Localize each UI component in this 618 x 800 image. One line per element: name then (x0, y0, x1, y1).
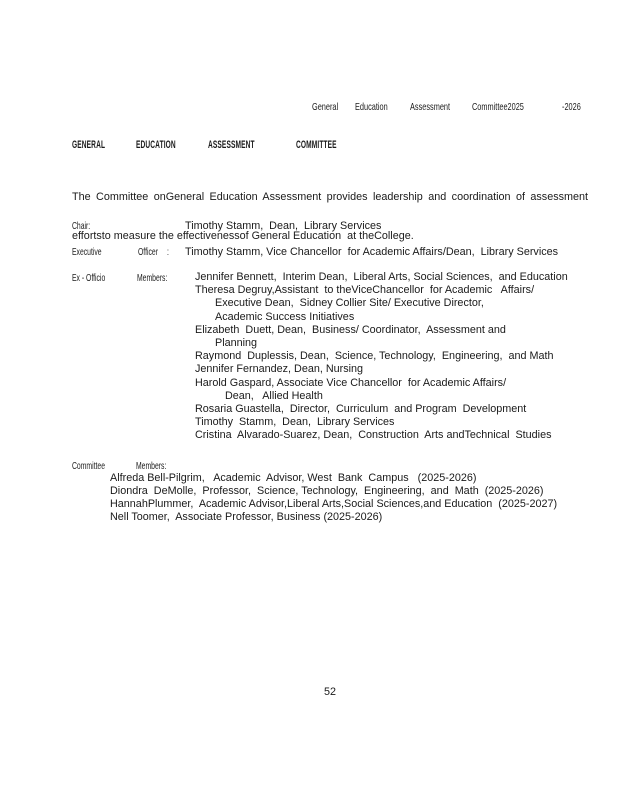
executive-officer-value: Timothy Stamm, Vice Chancellor for Academic Affairs/Dean, Library Services (185, 246, 559, 258)
running-header-word: -2026 (562, 101, 581, 113)
committee-member-line: Nell Toomer, Associate Professor, Business (2025-2026) (110, 511, 383, 523)
chair-value: Timothy Stamm, Dean, Library Services (185, 220, 382, 232)
ex-officio-line: Academic Success Initiatives (215, 310, 355, 323)
ex-officio-line: Executive Dean, Sidney Collier Site/ Executive Director, (215, 297, 484, 310)
ex-officio-line: Elizabeth Duett, Dean, Business/ Coordinator, Assessment and (195, 323, 506, 336)
intro-line: The Committee onGeneral Education Assessment provides leadership and coordination of assessment (72, 191, 588, 203)
ex-officio-line: Cristina Alvarado-Suarez, Dean, Construction Arts andTechnical Studies (195, 429, 552, 442)
committee-member-line: Diondra DeMolle, Professor, Science, Technology, Engineering, and Math (2025-2026) (110, 485, 544, 497)
ex-officio-label-word: Ex - Officio (72, 272, 106, 284)
committee-member-line: HannahPlummer, Academic Advisor,Liberal Arts,Social Sciences,and Education (2025-2027) (110, 498, 558, 510)
chair-label: Chair: (72, 220, 91, 232)
running-header-word: Education (355, 101, 388, 113)
page-title (0, 139, 618, 153)
running-header (0, 101, 618, 114)
ex-officio-line: Raymond Duplessis, Dean, Science, Technology, Engineering, and Math (195, 350, 554, 363)
page-number: 52 (323, 686, 336, 698)
chair-row (0, 220, 618, 233)
page-title-word: EDUCATION (136, 139, 176, 151)
ex-officio-label-word: Members: (137, 272, 168, 284)
committee-members-list (110, 472, 557, 524)
running-header-word: Committee2025 (472, 101, 524, 113)
executive-officer-label-word: : (167, 246, 169, 258)
committee-members-label-word: Members: (136, 460, 167, 472)
ex-officio-line: Jennifer Fernandez, Dean, Nursing (195, 363, 364, 376)
executive-officer-row (0, 246, 618, 259)
committee-member-line: Alfreda Bell-Pilgrim, Academic Advisor, West Bank Campus (2025-2026) (110, 472, 477, 484)
ex-officio-line: Rosaria Guastella, Director, Curriculum and Program Development (195, 403, 527, 416)
ex-officio-line: Planning (215, 337, 258, 350)
ex-officio-line: Timothy Stamm, Dean, Library Services (195, 416, 395, 429)
page-title-word: GENERAL (72, 139, 106, 151)
ex-officio-line: Dean, Allied Health (225, 389, 323, 402)
ex-officio-line: Theresa Degruy,Assistant to theViceChancellor for Academic Affairs/ (195, 284, 535, 297)
executive-officer-label-word: Executive (72, 246, 102, 258)
ex-officio-list (195, 271, 568, 443)
page-title-word: ASSESSMENT (208, 139, 255, 151)
intro-line: effortsto measure the effectivenessof General Education at theCollege. (72, 230, 414, 242)
page-title-word: COMMITTEE (296, 139, 337, 151)
ex-officio-line: Jennifer Bennett, Interim Dean, Liberal Arts, Social Sciences, and Education (195, 271, 568, 283)
committee-members-label-word: Committee (72, 460, 105, 472)
running-header-word: Assessment (410, 101, 451, 113)
executive-officer-label-word: Officer (138, 246, 158, 258)
ex-officio-line: Harold Gaspard, Associate Vice Chancellor for Academic Affairs/ (195, 376, 507, 389)
running-header-word: General (312, 101, 339, 113)
